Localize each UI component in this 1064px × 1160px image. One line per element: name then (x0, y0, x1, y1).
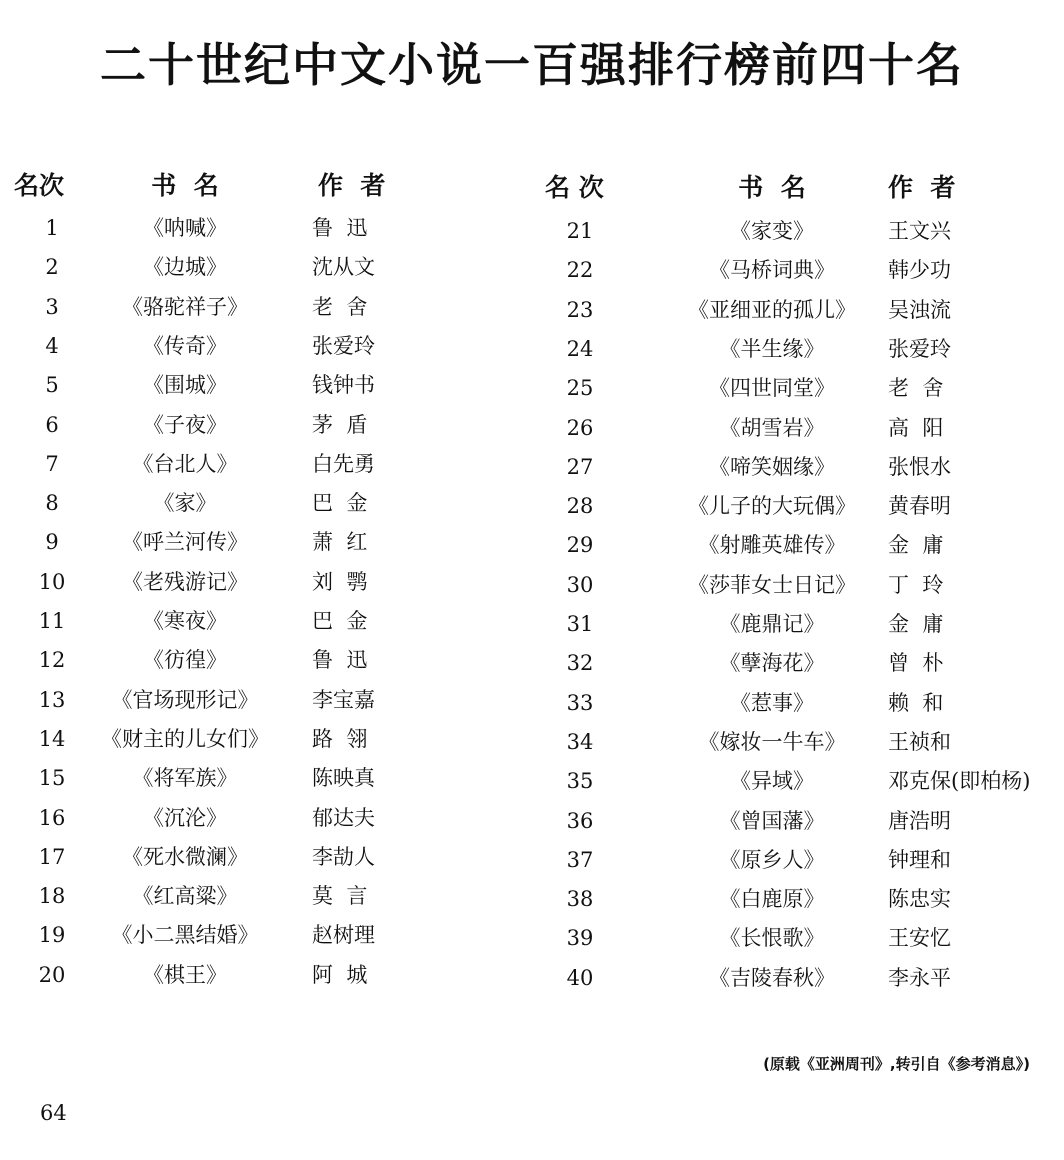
table-row (0, 522, 420, 562)
table-row (0, 562, 420, 602)
table-row (540, 643, 1064, 683)
rank-cell: 12 (38, 648, 66, 673)
rank-cell: 30 (566, 572, 594, 597)
book-title-cell: 《将军族》 (132, 766, 238, 791)
header-book: 书 名 (151, 171, 219, 200)
table-row (0, 915, 420, 955)
author-cell: 巴 金 (312, 491, 368, 516)
rank-cell: 24 (566, 336, 594, 361)
book-title-cell: 《莎菲女士日记》 (688, 572, 856, 597)
rank-cell: 6 (45, 412, 59, 437)
author-cell: 陈忠实 (888, 887, 951, 912)
rank-cell: 15 (38, 766, 66, 791)
table-row (540, 408, 1064, 448)
table-row (540, 918, 1064, 958)
table-row (540, 368, 1064, 408)
table-row (540, 722, 1064, 762)
rank-cell: 26 (566, 415, 594, 440)
author-cell: 王祯和 (888, 729, 951, 754)
rank-cell: 27 (566, 454, 594, 479)
rank-cell: 7 (45, 451, 59, 476)
author-cell: 金 庸 (888, 612, 944, 636)
table-row (0, 876, 420, 916)
table-row (540, 683, 1064, 723)
table-row (540, 525, 1064, 565)
table-row (0, 326, 420, 366)
author-cell: 钟理和 (888, 847, 951, 872)
author-cell: 张爱玲 (312, 333, 375, 358)
book-title-cell: 《呼兰河传》 (122, 530, 248, 555)
table-row (540, 958, 1064, 998)
author-cell: 邓克保(即柏杨) (888, 769, 1031, 794)
table-row (540, 329, 1064, 369)
author-cell: 高 阳 (888, 415, 944, 440)
rank-cell: 10 (38, 569, 66, 594)
book-title-cell: 《异域》 (730, 769, 814, 794)
author-cell: 陈映真 (312, 766, 375, 791)
table-row (0, 208, 420, 248)
author-cell: 赖 和 (888, 690, 944, 715)
author-cell: 韩少功 (888, 258, 951, 283)
author-cell: 鲁 迅 (312, 216, 368, 240)
book-title-cell: 《棋王》 (143, 962, 227, 987)
rank-cell: 32 (566, 651, 594, 676)
header-author: 作 者 (888, 173, 956, 202)
author-cell: 张爱玲 (888, 336, 951, 361)
book-title-cell: 《嫁妆一牛车》 (698, 729, 846, 754)
table-row (540, 565, 1064, 605)
author-cell: 吴浊流 (888, 297, 951, 322)
header-rank: 名 次 (545, 173, 604, 202)
rank-cell: 40 (566, 965, 594, 990)
rank-cell: 20 (38, 962, 66, 987)
table-row (540, 447, 1064, 487)
author-cell: 郁达夫 (312, 805, 375, 830)
table-row (540, 801, 1064, 841)
book-title-cell: 《家》 (153, 491, 217, 516)
rank-cell: 36 (566, 808, 594, 833)
book-title-cell: 《寒夜》 (143, 609, 227, 633)
book-title-cell: 《孽海花》 (719, 651, 825, 676)
table-header (0, 166, 420, 206)
book-title-cell: 《射雕英雄传》 (698, 533, 846, 558)
author-cell: 唐浩明 (888, 808, 951, 833)
rank-cell: 3 (45, 294, 59, 319)
rank-cell: 25 (566, 376, 594, 401)
table-header (540, 168, 1064, 208)
book-title-cell: 《子夜》 (143, 412, 227, 437)
book-title-cell: 《死水微澜》 (122, 844, 248, 869)
author-cell: 阿 城 (312, 962, 368, 987)
book-title-cell: 《长恨歌》 (719, 926, 825, 951)
book-title-cell: 《围城》 (143, 373, 227, 398)
book-title-cell: 《台北人》 (132, 451, 238, 476)
book-title-cell: 《白鹿原》 (719, 887, 825, 912)
author-cell: 白先勇 (312, 451, 375, 476)
header-author: 作 者 (318, 171, 386, 200)
author-cell: 李宝嘉 (312, 687, 375, 712)
author-cell: 金 庸 (888, 533, 944, 558)
book-title-cell: 《官场现形记》 (111, 687, 259, 712)
author-cell: 老 舍 (312, 294, 368, 319)
book-title-cell: 《马桥词典》 (709, 258, 835, 283)
author-cell: 巴 金 (312, 609, 368, 633)
table-row (0, 680, 420, 720)
rank-cell: 38 (566, 887, 594, 912)
author-cell: 莫 言 (312, 884, 368, 909)
table-row (0, 483, 420, 523)
book-title-cell: 《曾国藩》 (719, 808, 825, 833)
author-cell: 曾 朴 (888, 651, 944, 676)
author-cell: 钱钟书 (312, 373, 375, 398)
rank-cell: 33 (566, 690, 594, 715)
author-cell: 刘 鹗 (312, 569, 368, 594)
author-cell: 老 舍 (888, 376, 944, 401)
book-title-cell: 《半生缘》 (719, 336, 825, 361)
author-cell: 鲁 迅 (312, 648, 368, 673)
table-row (540, 290, 1064, 330)
author-cell: 萧 红 (312, 530, 368, 555)
author-cell: 王安忆 (888, 926, 951, 951)
book-title-cell: 《传奇》 (143, 333, 227, 358)
book-title-cell: 《鹿鼎记》 (719, 612, 825, 636)
page-title: 二十世纪中文小说一百强排行榜前四十名 (100, 38, 964, 92)
table-row (0, 405, 420, 445)
rank-cell: 23 (566, 297, 594, 322)
book-title-cell: 《边城》 (143, 255, 227, 280)
table-row (0, 444, 420, 484)
book-title-cell: 《小二黑结婚》 (111, 923, 259, 948)
table-row (0, 758, 420, 798)
author-cell: 王文兴 (888, 219, 951, 243)
rank-cell: 14 (38, 726, 66, 751)
table-row (0, 837, 420, 877)
rank-cell: 29 (566, 533, 594, 558)
rank-cell: 8 (45, 491, 59, 516)
book-title-cell: 《红高粱》 (132, 884, 238, 909)
author-cell: 路 翎 (312, 726, 368, 751)
header-book: 书 名 (738, 173, 806, 202)
rank-cell: 5 (45, 373, 59, 398)
author-cell: 丁 玲 (888, 572, 944, 597)
author-cell: 李永平 (888, 965, 951, 990)
header-rank: 名次 (14, 171, 65, 200)
book-title-cell: 《财主的儿女们》 (101, 726, 269, 751)
book-title-cell: 《骆驼祥子》 (122, 294, 248, 319)
rank-cell: 2 (45, 255, 59, 280)
table-row (540, 761, 1064, 801)
rank-cell: 19 (38, 923, 66, 948)
rank-cell: 18 (38, 884, 66, 909)
book-title-cell: 《啼笑姻缘》 (709, 454, 835, 479)
author-cell: 赵树理 (312, 923, 375, 948)
author-cell: 茅 盾 (312, 412, 368, 437)
table-row (540, 879, 1064, 919)
book-title-cell: 《沉沦》 (143, 805, 227, 830)
rank-cell: 16 (38, 805, 66, 830)
book-title-cell: 《亚细亚的孤儿》 (688, 297, 856, 322)
book-title-cell: 《原乡人》 (719, 847, 825, 872)
rank-cell: 39 (566, 926, 594, 951)
rank-cell: 9 (45, 530, 59, 555)
rank-cell: 22 (566, 258, 594, 283)
book-title-cell: 《呐喊》 (143, 216, 227, 240)
rank-cell: 4 (45, 333, 59, 358)
book-title-cell: 《家变》 (730, 219, 814, 243)
table-row (540, 486, 1064, 526)
rank-cell: 13 (38, 687, 66, 712)
rank-cell: 1 (45, 216, 59, 240)
table-row (0, 798, 420, 838)
table-row (540, 211, 1064, 251)
table-row (0, 247, 420, 287)
table-row (0, 719, 420, 759)
table-row (0, 955, 420, 995)
table-row (540, 840, 1064, 880)
rank-cell: 28 (566, 494, 594, 519)
book-title-cell: 《胡雪岩》 (719, 415, 825, 440)
table-row (0, 640, 420, 680)
book-title-cell: 《四世同堂》 (709, 376, 835, 401)
book-title-cell: 《吉陵春秋》 (709, 965, 835, 990)
source-note: (原载《亚洲周刊》,转引自《参考消息》) (763, 1055, 1030, 1073)
book-title-cell: 《儿子的大玩偶》 (688, 494, 856, 519)
author-cell: 沈从文 (312, 255, 375, 280)
rank-cell: 31 (566, 612, 594, 636)
author-cell: 张恨水 (888, 454, 951, 479)
table-row (0, 365, 420, 405)
book-title-cell: 《彷徨》 (143, 648, 227, 673)
table-row (540, 250, 1064, 290)
table-row (0, 601, 420, 641)
book-title-cell: 《老残游记》 (122, 569, 248, 594)
page-number: 64 (40, 1101, 67, 1125)
rank-cell: 11 (38, 609, 66, 633)
rank-cell: 37 (566, 847, 594, 872)
table-row (0, 287, 420, 327)
author-cell: 李劼人 (312, 844, 375, 869)
author-cell: 黄春明 (888, 494, 951, 519)
rank-cell: 34 (566, 729, 594, 754)
book-title-cell: 《惹事》 (730, 690, 814, 715)
rank-cell: 35 (566, 769, 594, 794)
table-row (540, 604, 1064, 644)
rank-cell: 17 (38, 844, 66, 869)
rank-cell: 21 (566, 219, 594, 243)
